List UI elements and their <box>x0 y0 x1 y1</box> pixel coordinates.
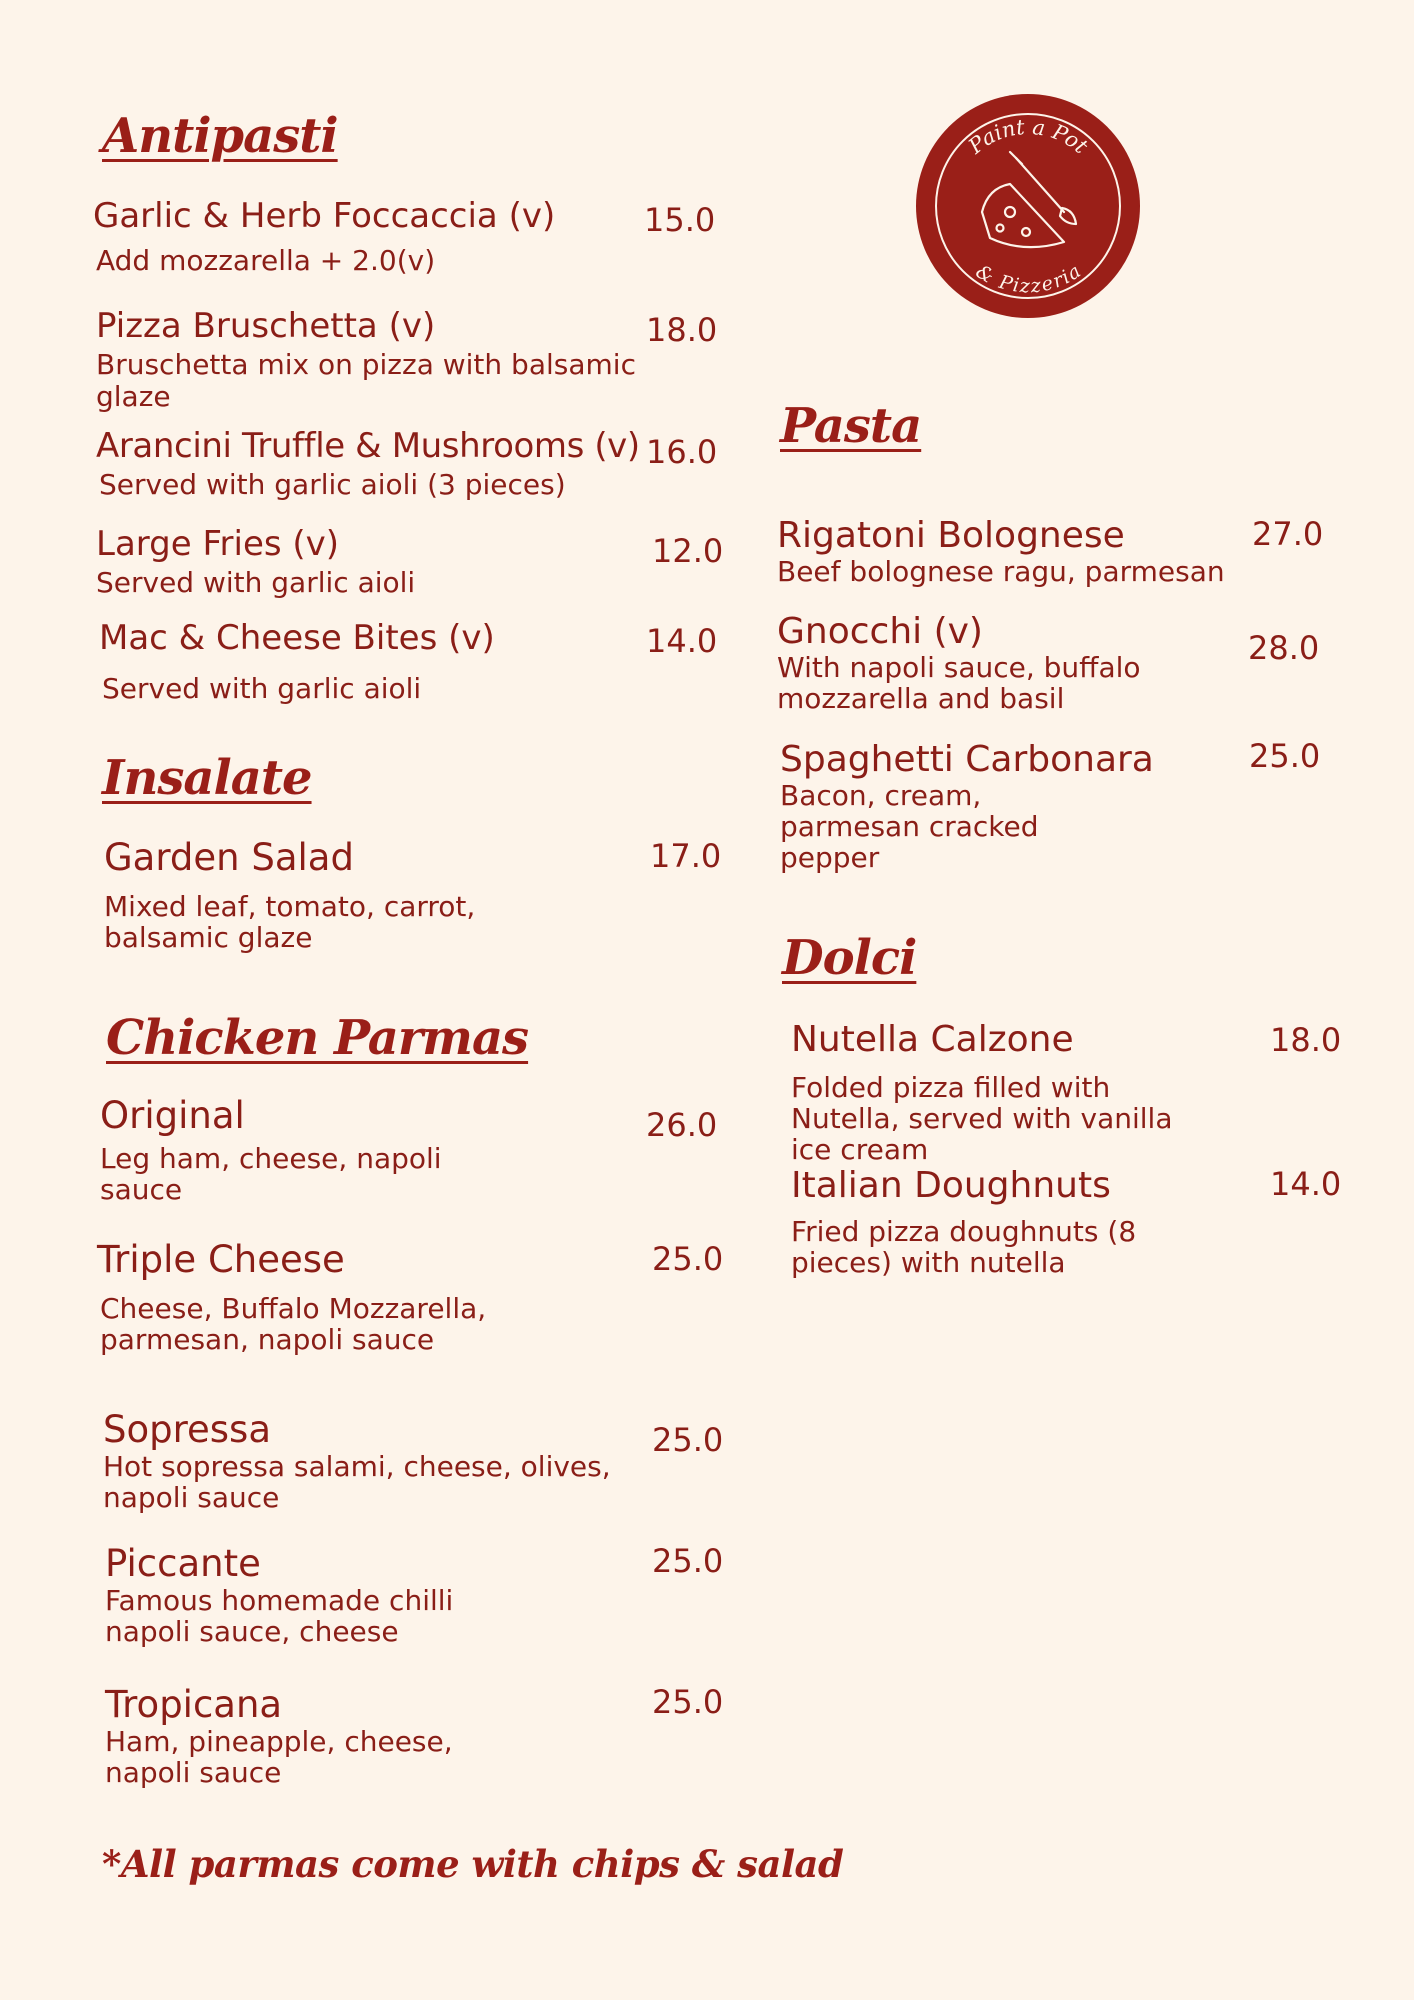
menu-item-rigatoni-bolognese <box>777 516 1237 587</box>
item-price: 25.0 <box>1249 737 1321 775</box>
menu-item-piccante <box>105 1544 625 1647</box>
menu-item-triple-cheese <box>97 1240 617 1355</box>
menu-item-sopressa <box>103 1410 643 1513</box>
item-desc: Famous homemade chilli napoli sauce, cheese <box>105 1583 454 1649</box>
logo-bottom-text: & Pizzeria <box>971 260 1085 298</box>
item-name: Triple Cheese <box>97 1238 345 1281</box>
logo-top-text: Paint a Pot <box>963 114 1093 159</box>
brand-logo <box>914 92 1142 320</box>
item-name: Garden Salad <box>104 836 354 879</box>
insalate-heading: Insalate <box>102 750 312 806</box>
item-desc: Hot sopressa salami, cheese, olives, napoli sauce <box>103 1449 611 1515</box>
menu-item-garlic-herb-foccaccia <box>93 198 633 277</box>
item-name: Italian Doughnuts <box>791 1165 1111 1206</box>
item-name: Mac & Cheese Bites (v) <box>99 618 495 658</box>
logo-badge <box>914 92 1142 320</box>
item-desc: Folded pizza filled with Nutella, served with vanilla ice cream <box>791 1070 1173 1167</box>
item-price: 18.0 <box>1270 1021 1342 1059</box>
menu-item-mac-cheese-bites <box>99 620 639 705</box>
item-price: 18.0 <box>646 311 718 349</box>
item-name: Spaghetti Carbonara <box>780 739 1154 780</box>
menu-item-pizza-bruschetta <box>96 308 636 412</box>
item-name: Large Fries (v) <box>96 524 340 564</box>
chicken-parmas-heading: Chicken Parmas <box>106 1010 529 1066</box>
item-price: 12.0 <box>652 532 724 570</box>
item-price: 14.0 <box>646 622 718 660</box>
item-price: 25.0 <box>652 1421 724 1459</box>
item-desc: Served with garlic aioli <box>96 566 416 600</box>
item-price: 14.0 <box>1270 1165 1342 1203</box>
menu-item-large-fries <box>96 526 636 599</box>
item-desc: Add mozzarella + 2.0(v) <box>96 244 436 278</box>
item-price: 16.0 <box>646 433 718 471</box>
item-name: Garlic & Herb Foccaccia (v) <box>93 196 556 236</box>
item-price: 25.0 <box>652 1240 724 1278</box>
item-desc: Ham, pineapple, cheese, napoli sauce <box>105 1724 453 1790</box>
antipasti-heading: Antipasti <box>102 108 338 164</box>
dolci-heading: Dolci <box>782 930 917 986</box>
item-desc: Bruschetta mix on pizza with balsamic glaze <box>96 348 636 413</box>
item-name: Rigatoni Bolognese <box>777 515 1125 556</box>
menu-item-nutella-calzone <box>791 1020 1231 1166</box>
item-desc: With napoli sauce, buffalo mozzarella and basil <box>777 650 1141 715</box>
item-name: Gnocchi (v) <box>777 611 983 652</box>
item-desc: Leg ham, cheese, napoli sauce <box>100 1141 442 1207</box>
item-name: Tropicana <box>105 1683 283 1726</box>
item-desc: Mixed leaf, tomato, carrot, balsamic glaze <box>104 889 476 955</box>
item-desc: Fried pizza doughnuts (8 pieces) with nutella <box>791 1214 1137 1279</box>
item-desc: Cheese, Buffalo Mozzarella, parmesan, napoli sauce <box>100 1291 487 1357</box>
item-price: 25.0 <box>652 1542 724 1580</box>
menu-item-tropicana <box>105 1685 625 1788</box>
item-price: 25.0 <box>652 1683 724 1721</box>
item-name: Sopressa <box>103 1408 271 1451</box>
menu-item-spaghetti-carbonara <box>780 740 1200 874</box>
item-desc: Served with garlic aioli (3 pieces) <box>99 468 566 502</box>
item-desc: Beef bolognese ragu, parmesan <box>777 554 1225 588</box>
item-name: Pizza Bruschetta (v) <box>96 306 436 346</box>
menu-item-garden-salad <box>104 838 624 953</box>
item-name: Arancini Truffle & Mushrooms (v) <box>96 426 640 466</box>
item-price: 17.0 <box>650 837 722 875</box>
item-price: 26.0 <box>646 1106 718 1144</box>
pasta-heading: Pasta <box>780 398 922 454</box>
item-price: 28.0 <box>1248 629 1320 667</box>
item-price: 15.0 <box>644 201 716 239</box>
item-price: 27.0 <box>1252 515 1324 553</box>
item-name: Nutella Calzone <box>791 1019 1074 1060</box>
parmas-footnote: *All parmas come with chips & salad <box>102 1842 844 1886</box>
menu-item-italian-doughnuts <box>791 1166 1231 1278</box>
menu-item-original <box>100 1096 620 1205</box>
item-name: Piccante <box>105 1542 261 1585</box>
item-name: Original <box>100 1094 245 1137</box>
item-desc: Bacon, cream, parmesan cracked pepper <box>780 778 1039 875</box>
item-desc: Served with garlic aioli <box>102 672 422 706</box>
menu-item-arancini <box>96 428 656 501</box>
menu-item-gnocchi <box>777 612 1177 714</box>
